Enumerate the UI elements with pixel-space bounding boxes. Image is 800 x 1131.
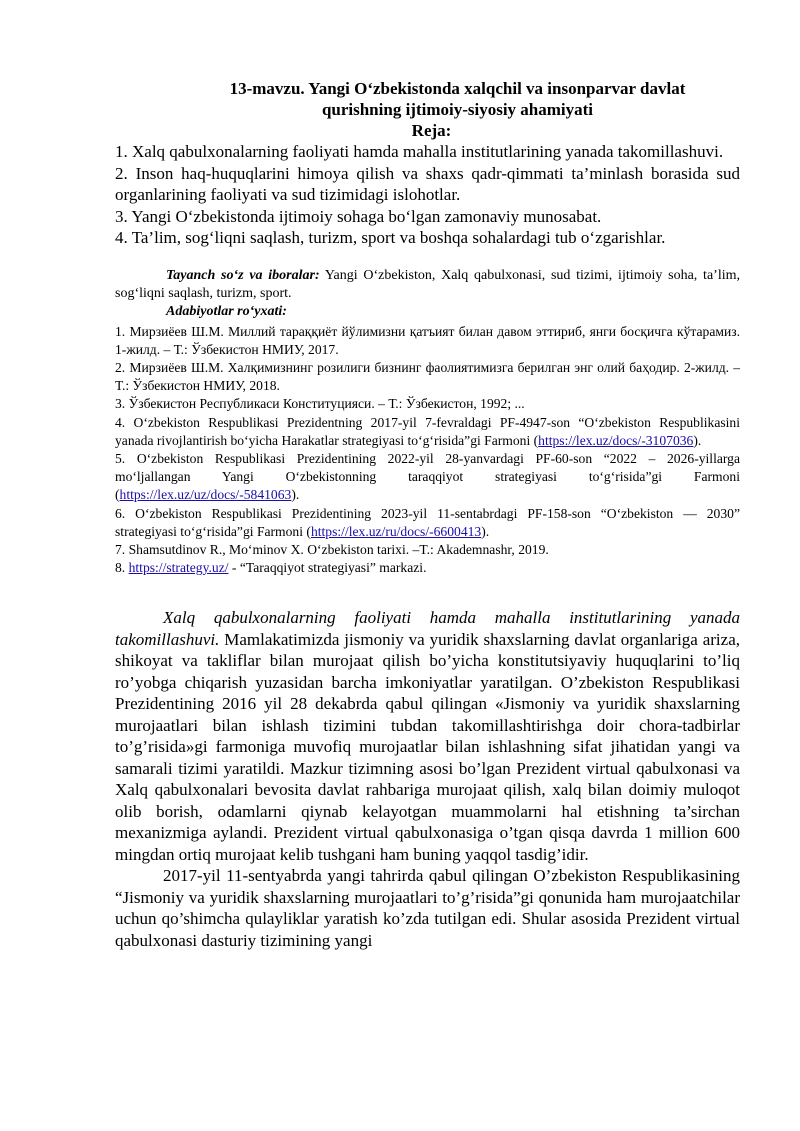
reference-item: [115, 505, 740, 541]
title-line-1: 13-mavzu. Yangi O‘zbekistonda xalqchil va insonparvar davlat: [229, 79, 686, 98]
reference-link[interactable]: https://lex.uz/docs/-3107036: [538, 432, 694, 448]
body-paragraph-1: [115, 607, 740, 865]
reference-end: ).: [693, 432, 702, 448]
reference-item: 3. Ўзбекистон Республикаси Конституцияси. – Т.: Ўзбекистон, 1992; ...: [115, 396, 525, 412]
literature-heading: Adabiyotlar ro‘yxati:: [166, 303, 287, 319]
plan-item: 3. Yangi O‘zbekistonda ijtimoiy sohaga bo‘lgan zamonaviy munosabat.: [115, 206, 602, 226]
paragraph-text: Mamlakatimizda jismoniy va yuridik shaxslarning davlat organlariga ariza, shikoyat va takliflar bilan murojaat qilish bo’yicha konstitutsiyaviy huquqlarini to’liq ro’yobga chiqarish yuzasidan barcha imkoniyatlar yaratilgan. O’zbekiston Respublikasi Prezidentining 2016 yil 28 dekabrda qabul qilingan «Jismoniy va yuridik shaxslarning murojaatlari bilan ishlash tizimini tubdan takomillashtirishga doir chora-tadbirlar to’g’risida»gi farmoniga muvofiq murojaatlar bilan ishlashning sifat jihatidan yangi va samarali tizimi yaratildi. Mazkur tizimning asosi bo’lgan Prezident virtual qabulxonasi va Xalq qabulxonalari bevosita davlat rahbariga murojaat qilish, xalq bilan doimiy muloqot olib borish, odamlarni qiynab kelayotgan muammolarni hal etishning ta’sirchan mexanizmiga aylandi. Prezident virtual qabulxonasiga o’tgan qisqa davrda 1 million 600 mingdan ortiq murojaat kelib tushgani ham buning yaqqol tasdig’idir.: [115, 629, 740, 864]
keywords-paragraph: [115, 267, 740, 303]
plan-item: 4. Ta’lim, sog‘liqni saqlash, turizm, sport va boshqa sohalardagi tub o‘zgarishlar.: [115, 228, 666, 247]
title-line-2: qurishning ijtimoiy-siyosiy ahamiyati: [321, 100, 594, 119]
document-title: [115, 78, 740, 120]
reference-number: 8.: [115, 560, 129, 576]
plan-item: 1. Xalq qabulxonalarning faoliyati hamda mahalla institutlarining yanada takomillashuvi.: [115, 142, 724, 161]
reference-item: 2. Мирзиёев Ш.М. Халқимизнинг розилиги бизнинг фаолиятимизга берилган энг олий баҳодир. 2-жилд. – Т.: Ўзбекистон НМИУ, 2018.: [115, 359, 740, 394]
plan-item: 2. Inson haq-huquqlarini himoya qilish va shaxs qadr-qimmati ta’minlash borasida sud organlarining faoliyati va sud tizimidagi islohotlar.: [115, 163, 740, 204]
reference-text: 5. O‘zbekiston Respublikasi Prezidentining 2022-yil 28-yanvardagi PF-60-son “2022 – 2026-yillarga mo‘ljallangan Yangi O‘zbekistonning taraqqiyot strategiyasi to‘g‘risida”gi Farmoni (: [115, 450, 740, 503]
reference-item: 7. Shamsutdinov R., Mo‘minov X. O‘zbekiston tarixi. –T.: Akademnashr, 2019.: [115, 541, 549, 557]
body-text: [115, 607, 740, 951]
reference-text: 6. O‘zbekiston Respublikasi Prezidentining 2023-yil 11-sentabrdagi PF-158-son “O‘zbekiston — 2030” strategiyasi to‘g‘risida”gi Farmoni (: [115, 505, 740, 539]
reference-end: ).: [481, 523, 490, 539]
plan-heading: Reja:: [411, 121, 452, 140]
reference-item: [115, 414, 740, 450]
reference-list: [115, 323, 740, 578]
reference-link[interactable]: https://strategy.uz/: [128, 560, 229, 576]
reference-link[interactable]: https://lex.uz/uz/docs/-5841063: [119, 487, 292, 503]
plan-list: [115, 141, 740, 249]
reference-end: ).: [291, 487, 300, 503]
body-paragraph-2: 2017-yil 11-sentyabrda yangi tahrirda qabul qilingan O’zbekiston Respublikasining “Jismoniy va yuridik shaxslarning murojaatlari to’g’risida”gi qonunida ham murojaatchilar uchun qo’shimcha qulayliklar yaratish ko’zda tutilgan edi. Shular asosida Prezident virtual qabulxonasi dasturiy tizimining yangi: [115, 866, 740, 950]
reference-item: [115, 450, 740, 505]
keywords-text: Yangi O‘zbekiston, Xalq qabulxonasi, sud tizimi, ijtimoiy soha, ta’lim, sog‘liqni saqlash, turizm, sport.: [115, 267, 740, 301]
reference-text: 4. O‘zbekiston Respublikasi Prezidentning 2017-yil 7-fevraldagi PF-4947-son “O‘zbekiston Respublikasini yanada rivojlantirish bo‘yicha Harakatlar strategiyasi to‘g‘risida”gi Farmoni (: [115, 414, 740, 448]
document-page: [115, 78, 740, 951]
reference-link[interactable]: https://lex.uz/ru/docs/-6600413: [310, 523, 482, 539]
reference-end: - “Taraqqiyot strategiyasi” markazi.: [228, 560, 427, 576]
keywords-label: Tayanch so‘z va iboralar:: [166, 267, 320, 283]
reference-item: [115, 559, 740, 577]
paragraph-lead: Xalq qabulxonalarning faoliyati hamda mahalla institutlarining yanada takomillashuvi.: [115, 608, 740, 649]
reference-item: 1. Мирзиёев Ш.М. Миллий тараққиёт йўлимизни қатъият билан давом эттириб, янги босқичга кўтарамиз. 1-жилд. – Т.: Ўзбекистон НМИУ, 2017.: [115, 323, 740, 357]
